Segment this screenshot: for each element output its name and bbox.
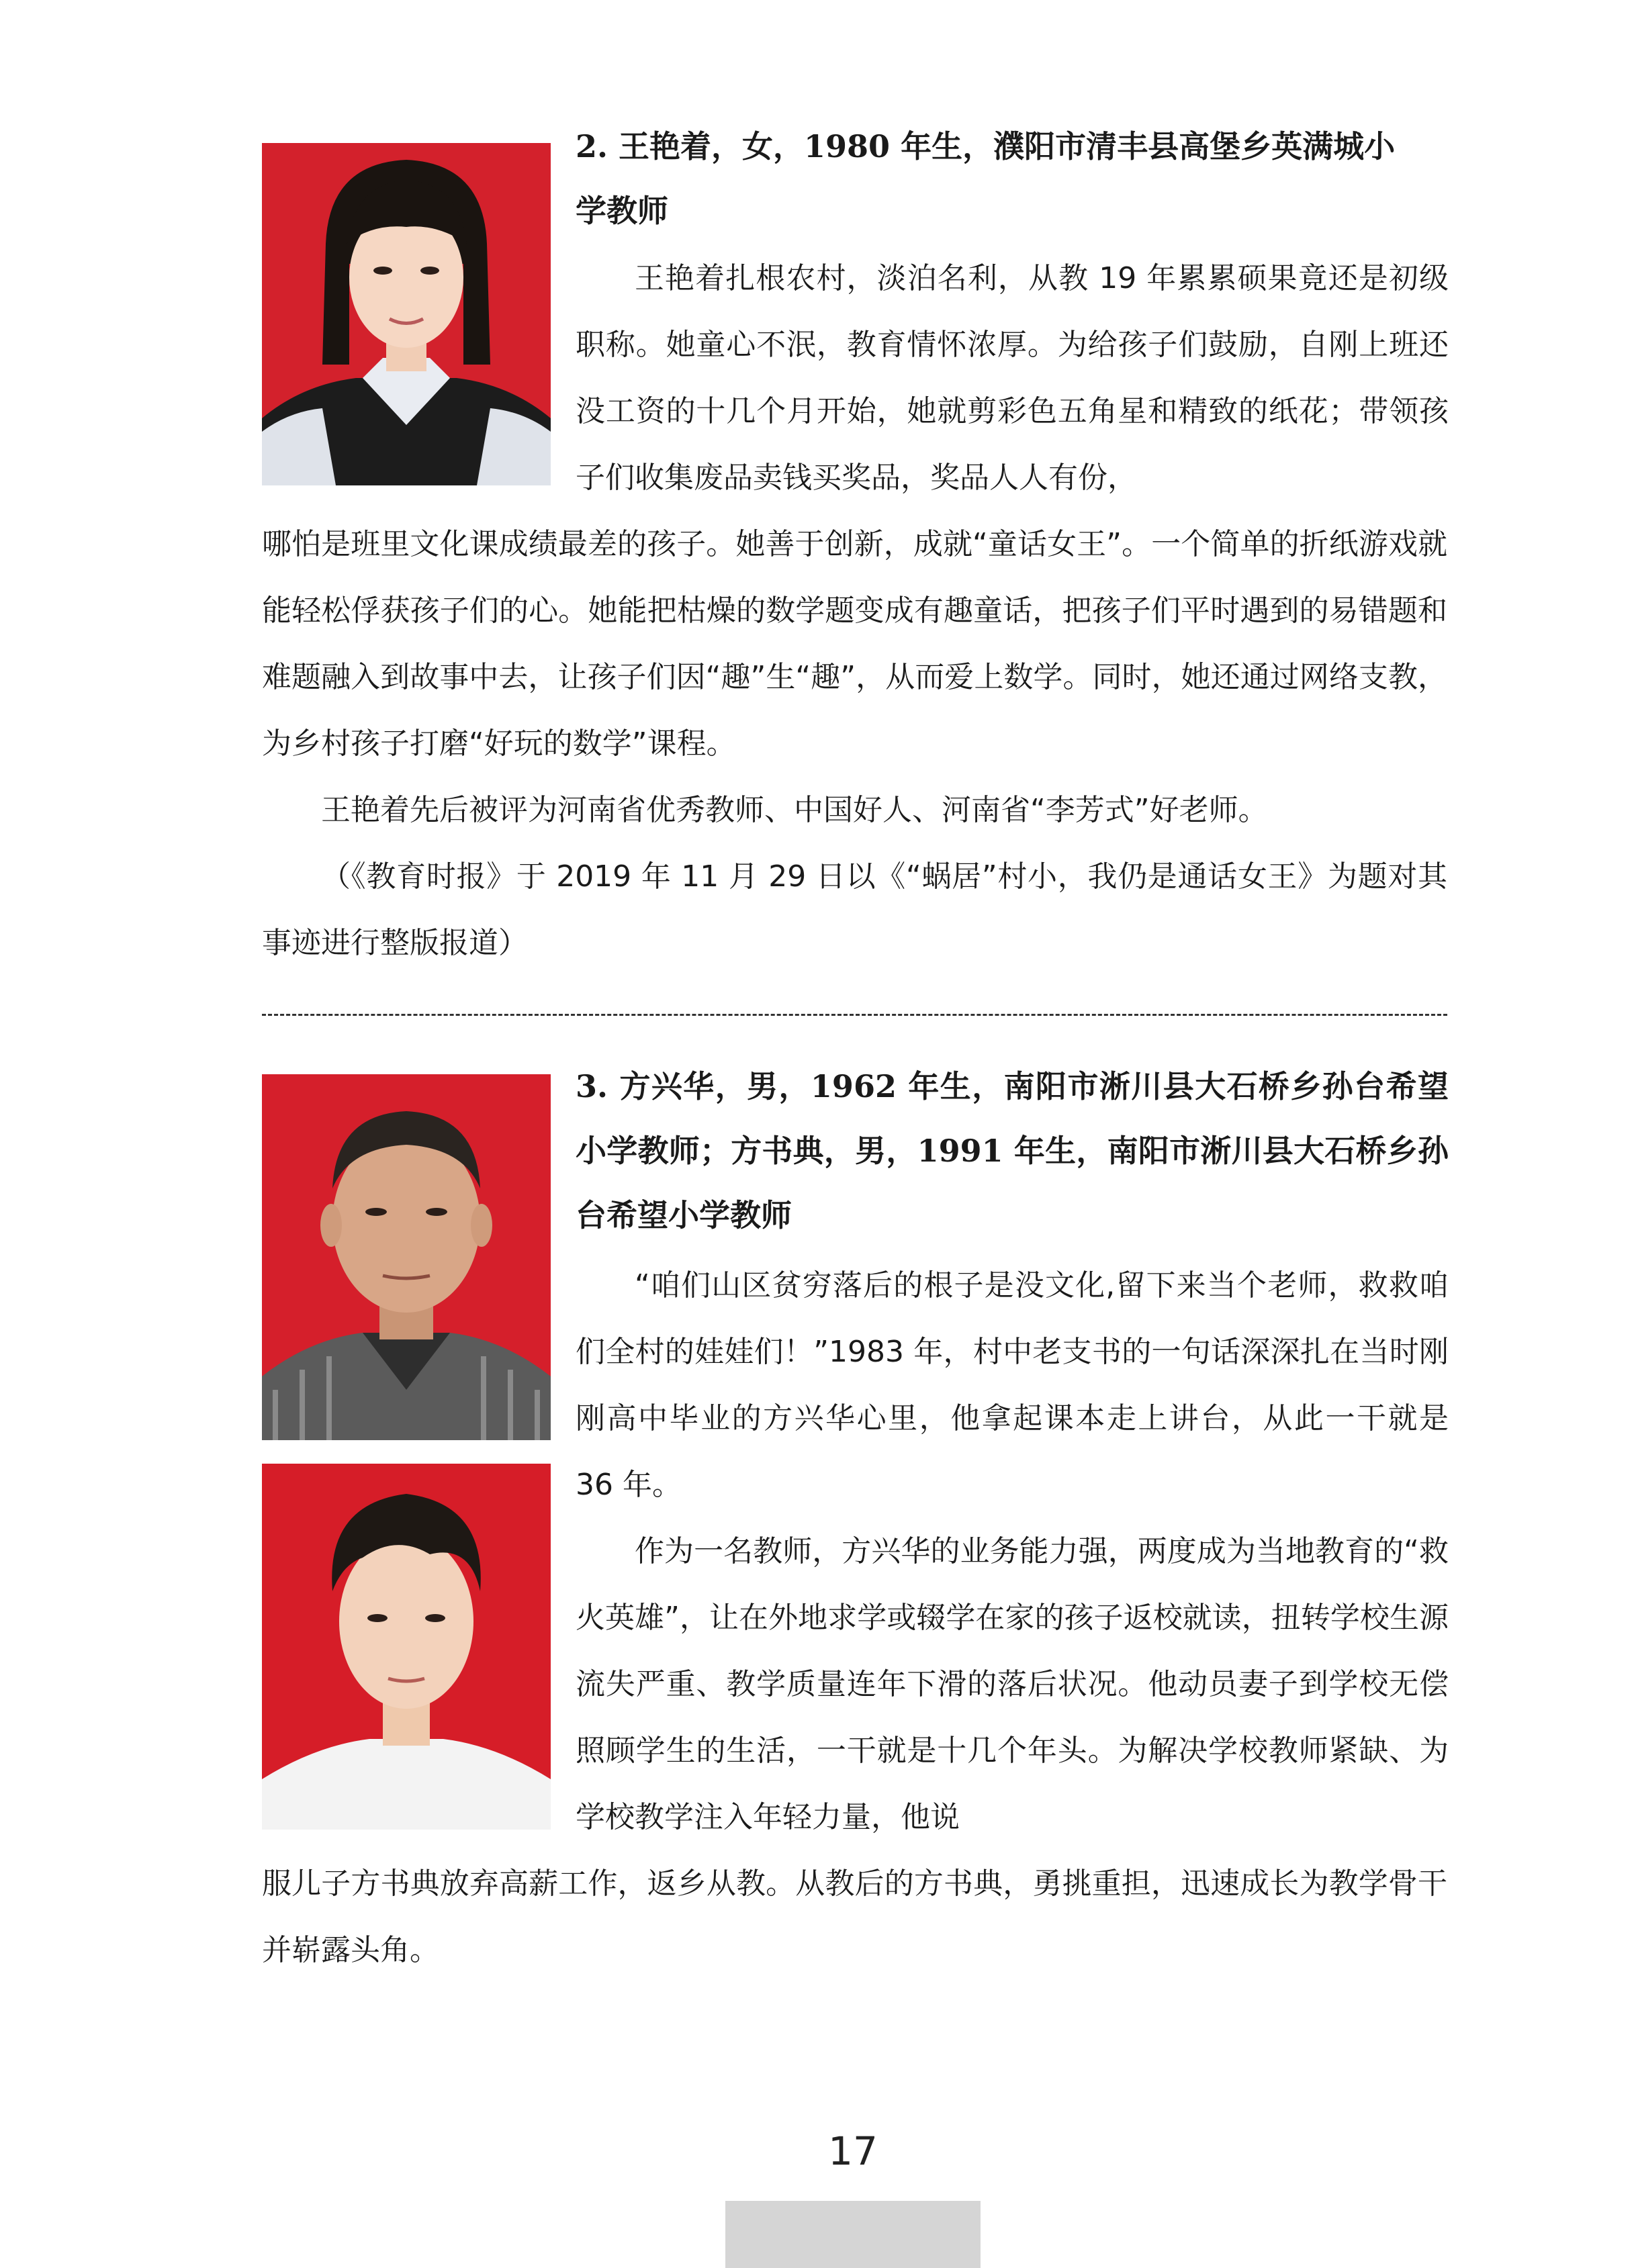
section-2-heading-line-2: 学教师 [576,193,668,229]
section-divider [262,1014,1447,1016]
page-number: 17 [828,2128,878,2174]
section-2-paragraph-3: （《教育时报》于 2019 年 11 月 29 日以《“蜗居”村小，我仍是通话女王》为题对其事迹进行整版报道） [262,859,1447,960]
page-footer-tab [725,2201,981,2268]
section-3-paragraph-2-top: 作为一名教师，方兴华的业务能力强，两度成为当地教育的“救火英雄”，让在外地求学或辍学在家的孩子返校就读，扭转学校生源流失严重、教学质量连年下滑的落后状况。他动员妻子到学校无偿照顾学生的生活，一干就是十几个年头。为解决学校教师紧缺、为学校教学注入年轻力量，他说 [576,1534,1449,1834]
section-3-paragraph-1: “咱们山区贫穷落后的根子是没文化,留下来当个老师，救救咱们全村的娃娃们！”1983 年，村中老支书的一句话深深扎在当时刚刚高中毕业的方兴华心里，他拿起课本走上讲台，从此一干就是 36 年。 [576,1268,1449,1502]
section-2-paragraph-1-top: 王艳着扎根农村，淡泊名利，从教 19 年累累硕果竟还是初级职称。她童心不泯，教育情怀浓厚。为给孩子们鼓励，自刚上班还没工资的十几个月开始，她就剪彩色五角星和精致的纸花；带领孩子们收集废品卖钱买奖品，奖品人人有份， [576,261,1449,495]
section-2-heading-line-1: 2. 王艳着，女，1980 年生，濮阳市清丰县高堡乡英满城小 [576,128,1396,164]
portrait-photo-fang-shudian [262,1464,551,1830]
section-3-paragraph-2-bottom: 服儿子方书典放弃高薪工作，返乡从教。从教后的方书典，勇挑重担，迅速成长为教学骨干并崭露头角。 [262,1867,1447,1967]
section-3-heading: 3. 方兴华，男，1962 年生，南阳市淅川县大石桥乡孙台希望小学教师；方书典，男，1991 年生，南阳市淅川县大石桥乡孙台希望小学教师 [576,1068,1449,1233]
portrait-photo-wang-yanzhe [262,143,551,485]
section-2-paragraph-2: 王艳着先后被评为河南省优秀教师、中国好人、河南省“李芳式”好老师。 [321,793,1268,827]
section-2-paragraph-1-bottom: 哪怕是班里文化课成绩最差的孩子。她善于创新，成就“童话女王”。一个简单的折纸游戏就能轻松俘获孩子们的心。她能把枯燥的数学题变成有趣童话，把孩子们平时遇到的易错题和难题融入到故事中去，让孩子们因“趣”生“趣”，从而爱上数学。同时，她还通过网络支教，为乡村孩子打磨“好玩的数学”课程。 [262,527,1447,761]
portrait-photo-fang-xinghua [262,1074,551,1440]
section-2-heading [576,114,1449,243]
